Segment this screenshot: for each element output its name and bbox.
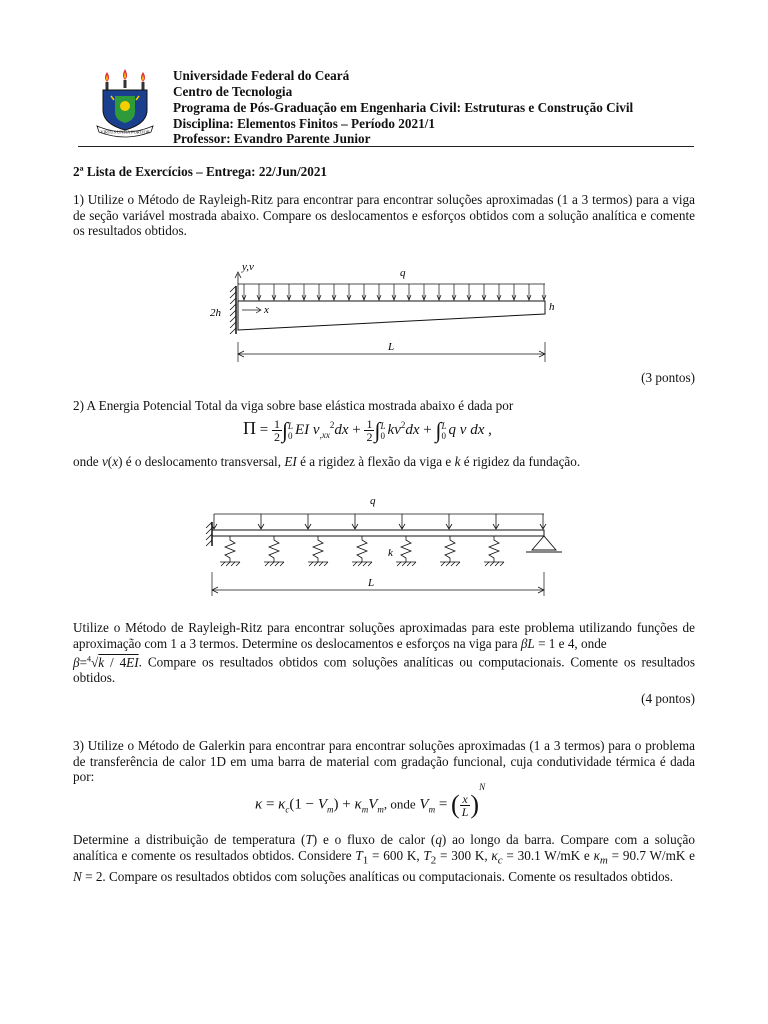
- torch-icon: [141, 72, 145, 90]
- svg-text:q: q: [400, 267, 406, 279]
- header-professor: Professor: Evandro Parente Junior: [173, 131, 371, 146]
- header-divider: [78, 146, 694, 147]
- q1-points: (3 pontos): [641, 370, 695, 385]
- svg-text:x: x: [264, 304, 269, 316]
- header-university: Universidade Federal do Ceará: [173, 68, 350, 83]
- q3-body: Determine a distribuição de temperatura (T) e o fluxo de calor (q) ao longo da barra. Compare com a solução analítica e comente os resultados obtidos. Considere $T_1 = 600$ K, $T_2 = 300$ K, $\kappa_c = 30.1$ W/mK e $\kappa_m = 90.7$ W/mK e N = 2. Compare os resultados obtidos com soluções analíticas ou computacionais. Comente os resultados obtidos.: [73, 832, 696, 884]
- q2-intro: 2) A Energia Potencial Total da viga sobre base elástica mostrada abaixo é dada por: [73, 398, 514, 413]
- svg-text:VIRTUS UNITA FORTIOR: VIRTUS UNITA FORTIOR: [100, 129, 150, 135]
- q1-text: 1) Utilize o Método de Rayleigh-Ritz para encontrar para encontrar soluções aproximadas (1 a 3 termos) para a viga de seção variável mostrada abaixo. Compare os deslocamentos e esforços obtidos com a solução analítica e comente os resultados obtidos.: [73, 192, 695, 239]
- university-logo: [93, 66, 157, 138]
- header-program: Programa de Pós-Graduação em Engenharia Civil: Estruturas e Construção Civil: [173, 100, 634, 115]
- svg-text:2h: 2h: [210, 307, 221, 319]
- header-center: Centro de Tecnologia: [173, 84, 293, 99]
- list-title: 2ª Lista de Exercícios – Entrega: 22/Jun/2021: [73, 164, 328, 179]
- q2-where: onde v(x) é o deslocamento transversal, EI é a rigidez à flexão da viga e k é rigidez da fundação.: [73, 454, 581, 469]
- svg-text:L: L: [368, 577, 375, 589]
- q2-energy-equation: Π = $\frac{1}{2}$ ∫ L 0 EI $v_{,xx}^2dx$ + $\frac{1}{2}$ ∫ L 0 $kv^2dx$ + ∫ L 0 q v dx ,: [243, 417, 492, 445]
- svg-text:k: k: [388, 547, 393, 559]
- q3-text: 3) Utilize o Método de Galerkin para encontrar para encontrar soluções aproximadas (1 a 3 termos) para o problema de transferência de calor 1D em uma barra de material com gradação funcional, cuja condutividade térmica é dada por:: [73, 738, 695, 785]
- q1-tapered-beam-diagram: [200, 258, 580, 370]
- q3-conductivity-equation: $\kappa = \kappa_c(1 - V_m) + \kappa_mV_m$, onde $V_m$ = ( $\frac{x}{L}$ )$^N$: [255, 782, 486, 819]
- q2-points: (4 pontos): [641, 691, 695, 706]
- svg-text:h: h: [549, 301, 555, 313]
- header-course: Disciplina: Elementos Finitos – Período 2021/1: [173, 116, 435, 131]
- svg-text:q: q: [370, 495, 376, 507]
- svg-text:y,v: y,v: [242, 261, 254, 273]
- svg-text:L: L: [388, 341, 395, 353]
- torch-icon: [123, 69, 127, 88]
- torch-icon: [105, 72, 109, 90]
- q2-elastic-foundation-beam-diagram: [200, 486, 570, 602]
- q2-body: Utilize o Método de Rayleigh-Ritz para encontrar soluções aproximadas para este problema utilizando funções de aproximação com 1 a 3 termos. Determine os deslocamentos e esforços na viga para βL = 1 e 4, onde β=$^4$√k / 4EI. Compare os resultados obtidos com soluções analíticas ou computacionais. Comente os resultados obtidos.: [73, 620, 695, 686]
